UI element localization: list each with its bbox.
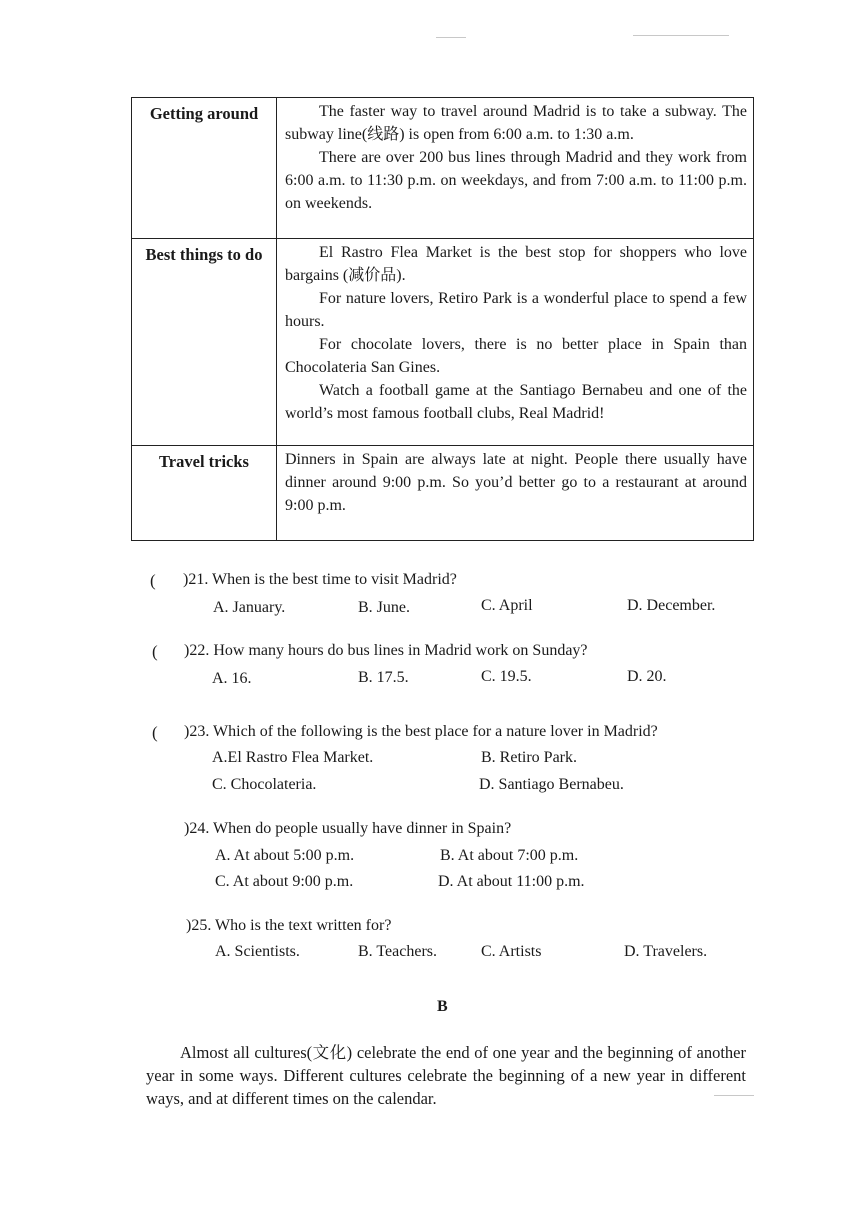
option-b: B. 17.5. [358, 669, 409, 686]
option-c: C. At about 9:00 p.m. [215, 873, 354, 890]
row-content [277, 239, 754, 446]
row-content [277, 98, 754, 239]
question-22 [152, 642, 752, 664]
paragraph: Almost all cultures(文化) celebrate the end of one year and the beginning of another year in some ways. Different cultures celebrate the beginning of a new year in different ways, and at different times on the calendar. [146, 1043, 746, 1108]
option-c: C. April [481, 597, 533, 614]
option-a: A. 16. [212, 670, 252, 687]
question-stem: )24. When do people usually have dinner in Spain? [184, 820, 512, 837]
question-23 [152, 723, 752, 745]
question-stem: )21. When is the best time to visit Madrid? [183, 571, 457, 588]
option-d: D. At about 11:00 p.m. [438, 873, 585, 890]
option-d: D. 20. [627, 668, 667, 685]
table-row [132, 446, 754, 541]
option-a: A. Scientists. [215, 943, 300, 960]
answer-paren: ( [152, 642, 158, 661]
row-heading: Travel tricks [132, 446, 277, 541]
reading-passage [146, 1041, 746, 1110]
option-b: B. At about 7:00 p.m. [440, 847, 579, 864]
option-b: B. June. [358, 599, 410, 616]
option-a: A. January. [213, 599, 286, 616]
question-stem: )22. How many hours do bus lines in Madrid work on Sunday? [184, 642, 588, 659]
option-d: D. December. [627, 597, 716, 614]
table-row [132, 98, 754, 239]
option-a: A. At about 5:00 p.m. [215, 847, 355, 864]
paragraph: El Rastro Flea Market is the best stop for shoppers who love bargains (减价品). [285, 244, 747, 284]
answer-paren: ( [152, 723, 158, 742]
option-c: C. 19.5. [481, 668, 532, 685]
table-row [132, 239, 754, 446]
scan-artifact-line [633, 35, 729, 36]
row-content [277, 446, 754, 541]
paragraph: For chocolate lovers, there is no better place in Spain than Chocolateria San Gines. [285, 336, 747, 376]
row-heading: Getting around [132, 98, 277, 239]
option-d: D. Santiago Bernabeu. [479, 776, 624, 793]
option-d: D. Travelers. [624, 943, 708, 960]
scan-artifact-line [436, 37, 466, 38]
paragraph: Dinners in Spain are always late at night. People there usually have dinner around 9:00 p.m. So you’d better go to a restaurant at around 9:00 p.m. [285, 451, 747, 514]
question-stem: )23. Which of the following is the best place for a nature lover in Madrid? [184, 723, 658, 740]
option-a: A.El Rastro Flea Market. [212, 749, 374, 766]
question-stem: )25. Who is the text written for? [186, 917, 392, 934]
option-b: B. Retiro Park. [481, 749, 577, 766]
answer-paren: ( [150, 571, 156, 590]
paragraph: Watch a football game at the Santiago Bernabeu and one of the world’s most famous football clubs, Real Madrid! [285, 382, 747, 422]
question-25 [186, 917, 746, 939]
paragraph: There are over 200 bus lines through Madrid and they work from 6:00 a.m. to 11:30 p.m. on weekdays, and from 7:00 a.m. to 11:00 p.m. on weekends. [285, 149, 747, 212]
option-c: C. Chocolateria. [212, 776, 317, 793]
row-heading: Best things to do [132, 239, 277, 446]
option-b: B. Teachers. [358, 943, 437, 960]
scan-artifact-line [714, 1095, 754, 1096]
paragraph: The faster way to travel around Madrid is to take a subway. The subway line(线路) is open from 6:00 a.m. to 1:30 a.m. [285, 103, 747, 143]
section-title: B [437, 998, 448, 1015]
question-24 [184, 820, 744, 842]
madrid-info-table [131, 97, 754, 541]
question-21 [150, 571, 750, 593]
paragraph: For nature lovers, Retiro Park is a wonderful place to spend a few hours. [285, 290, 747, 330]
option-c: C. Artists [481, 943, 542, 960]
